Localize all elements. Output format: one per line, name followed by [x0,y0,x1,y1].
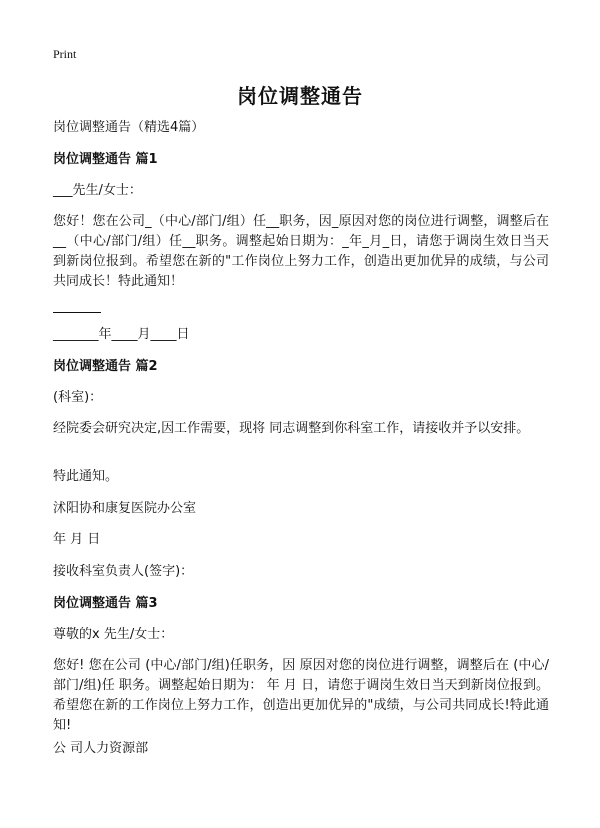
signature-rule [53,312,101,313]
section1-body: 您好！您在公司_（中心/部门/组）任__职务，因_原因对您的岗位进行调整，调整后在__（中心/部门/组）任__职务。调整起始日期为：_年_月_日，请您于调岗生效日当天到新岗位报到。希望您在新的"工作岗位上努力工作，创造出更加优异的成绩，与公司共同成长！特此通知！ [53,214,549,289]
section3-org: 公 司人力资源部 [53,741,149,756]
section2-notice: 特此通知。 [53,469,119,484]
section2-heading: 岗位调整通告 篇2 [53,359,158,374]
section2-date: 年 月 日 [53,532,101,547]
section1-date-line: _______年____月____日 [53,327,190,342]
document-title: 岗位调整通告 [237,84,363,108]
section3-salutation: 尊敬的x 先生/女士： [53,627,174,642]
section3-heading: 岗位调整通告 篇3 [53,596,158,611]
section2-org: 沭阳协和康复医院办公室 [53,501,197,516]
intro-line: 岗位调整通告（精选4篇） [53,120,205,135]
section2-receiver: 接收科室负责人(签字)： [53,564,194,579]
section3-body: 您好! 您在公司 (中心/部门/组)任职务，因 原因对您的岗位进行调整，调整后在 (中心/部门/组)任 职务。调整起始日期为： 年 月 日，请您于调岗生效日当天到新岗位报到。 希望您在新的工作岗位上努力工作，创造出更加优异的"成绩，与公司共同成长!特此通知! [53,658,549,733]
section2-dept: (科室)： [53,390,103,405]
section1-heading: 岗位调整通告 篇1 [53,152,158,167]
print-label: Print [53,47,77,61]
section2-body: 经院委会研究决定,因工作需要，现将 同志调整到你科室工作，请接收并予以安排。 [53,421,530,436]
section1-salutation: ___先生/女士： [53,183,142,198]
